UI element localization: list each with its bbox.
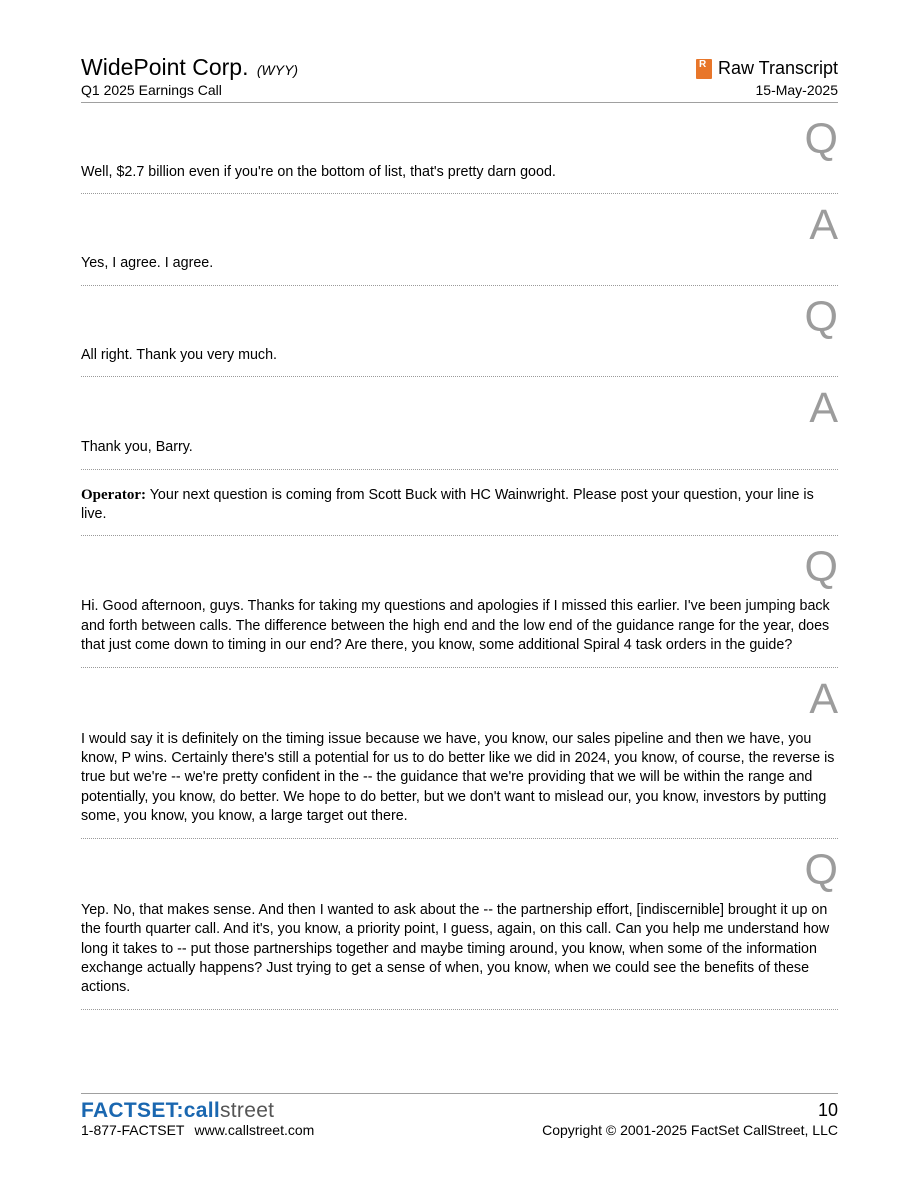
- answer-text: Yes, I agree. I agree.: [81, 255, 214, 272]
- transcript-body: [81, 108, 838, 1010]
- answer-text: Thank you, Barry.: [81, 439, 193, 456]
- operator-block: [81, 470, 838, 536]
- answer-marker: A: [809, 674, 838, 723]
- question-block: [81, 108, 838, 193]
- copyright-notice: Copyright © 2001-2025 FactSet CallStreet, LLC: [542, 1122, 838, 1138]
- answer-block: [81, 668, 838, 838]
- company-name: [81, 54, 298, 81]
- question-text: Yep. No, that makes sense. And then I wanted to ask about the -- the partnership effort, [indiscernible] brought it up on the fourth quarter call. And it's, you know, a priority point, I guess, again, on this call. Can you help me understand how long it takes to -- put those partnerships together and maybe timing around, you know, when some of the information exchange actually happens? Just trying to get a sense of when, you know, when we could see the benefits of these actions.: [81, 901, 830, 996]
- website-link[interactable]: www.callstreet.com: [194, 1122, 315, 1138]
- document-type: [696, 58, 838, 79]
- question-marker: Q: [804, 292, 838, 341]
- question-block: [81, 536, 838, 666]
- answer-marker: A: [809, 201, 838, 250]
- phone-number: 1-877-FACTSET: [81, 1122, 185, 1138]
- footer-divider: [81, 1093, 838, 1094]
- factset-callstreet-logo: FACTSET:callstreet: [81, 1099, 275, 1122]
- call-date: 15-May-2025: [755, 82, 838, 98]
- question-marker: Q: [804, 543, 838, 592]
- answer-marker: A: [809, 384, 838, 433]
- dotted-separator: [81, 1009, 838, 1010]
- answer-text: I would say it is definitely on the timing issue because we have, you know, our sales pipeline and then we have, you know, P wins. Certainly there's still a potential for us to do better like we did in 2024, you know, of course, the reverse is true but we're -- we're pretty confident in the -- the guidance that we're providing that we will be within the range and potentially, you know, do better. We hope to do better, but we don't want to mislead our, you know, investors by putting some, you know, you know, a large target out there.: [81, 730, 835, 825]
- operator-text: [81, 486, 838, 525]
- document-type-label: Raw Transcript: [717, 58, 838, 78]
- answer-block: [81, 377, 838, 468]
- operator-label: Operator:: [81, 486, 146, 503]
- page-number: 10: [817, 1100, 838, 1120]
- answer-block: [81, 194, 838, 284]
- company-title: WidePoint Corp.: [81, 54, 249, 80]
- question-marker: Q: [804, 845, 838, 894]
- footer-contact: [81, 1122, 314, 1138]
- call-title: Q1 2025 Earnings Call: [81, 82, 222, 98]
- raw-transcript-icon: R: [696, 59, 712, 79]
- question-text: All right. Thank you very much.: [81, 346, 278, 363]
- ticker-symbol: (WYY): [256, 62, 299, 78]
- question-text: Well, $2.7 billion even if you're on the bottom of list, that's pretty darn good.: [81, 164, 556, 180]
- question-marker: Q: [804, 115, 838, 163]
- question-block: [81, 839, 838, 1009]
- question-text: Hi. Good afternoon, guys. Thanks for taking my questions and apologies if I missed this earlier. I've been jumping back and forth between calls. The difference between the high end and the low end of the guidance range for the year, does that just come down to timing in our end? Are there, you know, some additional Spiral 4 task orders in the guide?: [81, 598, 830, 654]
- header-divider: [81, 102, 838, 103]
- operator-statement: Your next question is coming from Scott Buck with HC Wainwright. Please post your question, your line is live.: [81, 486, 814, 523]
- page-header: [81, 54, 838, 102]
- question-block: [81, 286, 838, 376]
